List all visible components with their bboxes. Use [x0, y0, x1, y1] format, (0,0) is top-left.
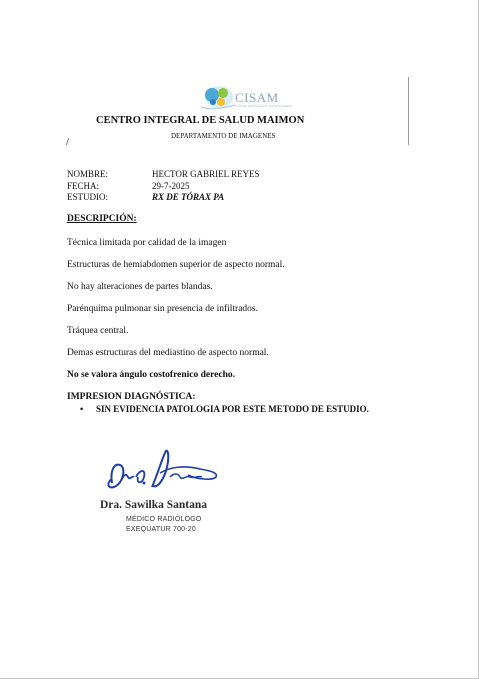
description-line: Tráquea central.: [67, 326, 129, 336]
date-label: FECHA:: [67, 181, 100, 191]
doctor-exequatur: EXEQUATUR 700-20: [126, 526, 196, 533]
logo-text: CISAM: [235, 90, 279, 105]
study-value: RX DE TÓRAX PA: [152, 192, 225, 202]
center-title: CENTRO INTEGRAL DE SALUD MAIMON: [96, 115, 305, 126]
description-line: Demas estructuras del mediastino de aspecto normal.: [67, 348, 269, 358]
impression-heading: IMPRESION DIAGNÓSTICA:: [67, 392, 196, 402]
name-value: HECTOR GABRIEL REYES: [152, 169, 260, 179]
logo-subtitle: CENTRO INTEGRAL DE SALUD MAIMON: [235, 104, 292, 108]
description-line: Estructuras de hemiabdomen superior de aspecto normal.: [67, 260, 285, 270]
department-title: DEPARTAMENTO DE IMAGENES: [171, 132, 276, 140]
corner-mark: /: [66, 136, 70, 148]
margin-guide: [408, 77, 409, 145]
description-line: Parénquima pulmonar sin presencia de infiltrados.: [67, 304, 259, 314]
handwritten-signature: [100, 443, 225, 501]
bullet-icon: •: [80, 404, 84, 414]
description-line-note: No se valora ángulo costofrenico derecho.: [67, 370, 235, 380]
description-line: No hay alteraciones de partes blandas.: [67, 282, 213, 292]
date-value: 29-7-2025: [152, 181, 190, 191]
doctor-name: Dra. Sawilka Santana: [100, 499, 208, 511]
doctor-role: MÉDICO RADIÓLOGO: [126, 516, 202, 523]
name-label: NOMBRE:: [67, 169, 109, 179]
description-heading: DESCRIPCIÓN:: [67, 214, 137, 224]
study-label: ESTUDIO:: [67, 192, 108, 202]
impression-item: SIN EVIDENCIA PATOLOGIA POR ESTE METODO DE ESTUDIO.: [96, 404, 369, 414]
description-line: Técnica limitada por calidad de la imagen: [67, 238, 227, 248]
